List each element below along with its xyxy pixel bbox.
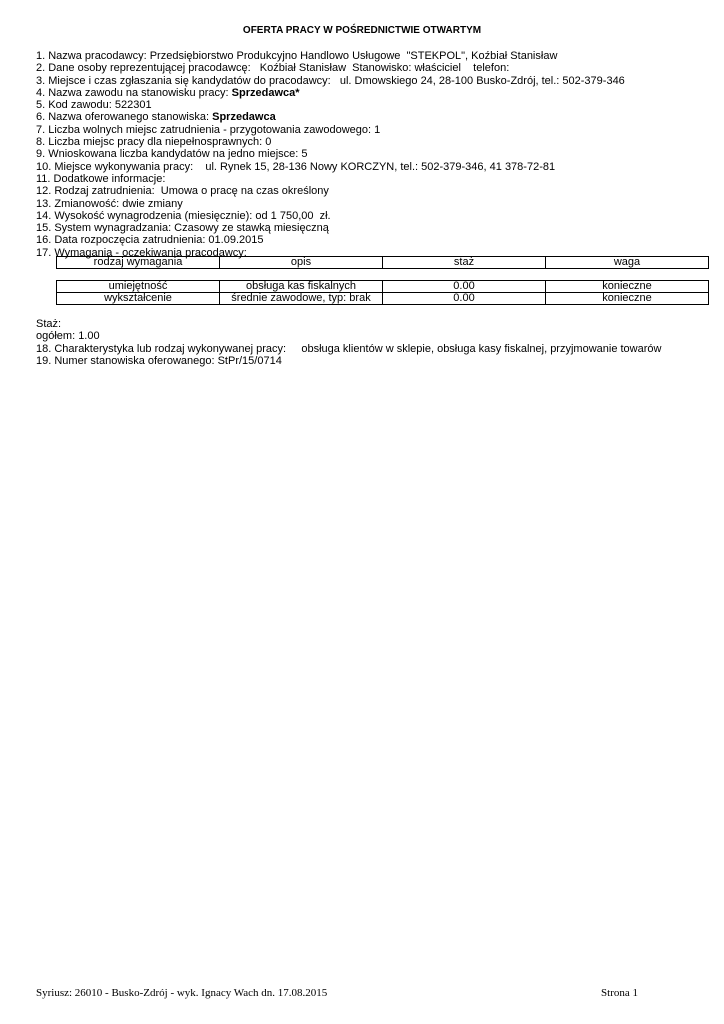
start-date: 16. Data rozpoczęcia zatrudnienia: 01.09.2015: [36, 234, 264, 247]
requirements-header-table: [56, 256, 709, 269]
work-place: 10. Miejsce wykonywania pracy: ul. Rynek 15, 28-136 Nowy KORCZYN, tel.: 502-379-346, 41 378-72-81: [36, 160, 556, 173]
position-label: 6. Nazwa oferowanego stanowiska:: [36, 111, 213, 124]
cell-weight: konieczne: [546, 293, 709, 305]
profession-label: 4. Nazwa zawodu na stanowisku pracy:: [36, 86, 232, 99]
header-requirement-type: rodzaj wymagania: [57, 257, 220, 269]
position-number: 19. Numer stanowiska oferowanego: StPr/15/0714: [36, 354, 282, 367]
profession-name: [36, 87, 625, 99]
cell-description: obsługa kas fiskalnych: [220, 281, 383, 293]
cell-requirement-type: umiejętność: [57, 281, 220, 293]
table-header-row: [57, 257, 709, 269]
cell-seniority: 0.00: [383, 281, 546, 293]
offer-details-continued: [36, 318, 661, 367]
disabled-vacancies: 8. Liczba miejsc pracy dla niepełnosprawnych: 0: [36, 136, 272, 149]
page-number: Strona 1: [601, 987, 638, 999]
employment-type: 12. Rodzaj zatrudnienia: Umowa o pracę na czas określony: [36, 185, 329, 198]
profession-code: 5. Kod zawodu: 522301: [36, 99, 152, 112]
shifts: 13. Zmianowość: dwie zmiany: [36, 197, 183, 210]
header-description: opis: [220, 257, 383, 269]
cell-weight: konieczne: [546, 281, 709, 293]
application-place: 3. Miejsce i czas zgłaszania się kandydatów do pracodawcy: ul. Dmowskiego 24, 28-100 Busko-Zdrój, tel.: 502-379-346: [36, 74, 625, 87]
footer-system-info: Syriusz: 26010 - Busko-Zdrój - wyk. Ignacy Wach dn. 17.08.2015: [36, 987, 328, 999]
salary: 14. Wysokość wynagrodzenia (miesięcznie): od 1 750,00 zł.: [36, 209, 331, 222]
representative: 2. Dane osoby reprezentującej pracodawcę: Koźbiał Stanisław Stanowisko: właściciel telefon:: [36, 62, 510, 75]
additional-info: 11. Dodatkowe informacje:: [36, 172, 166, 185]
table-row: [57, 293, 709, 305]
candidates-per-place: 9. Wnioskowana liczba kandydatów na jedno miejsce: 5: [36, 148, 308, 161]
seniority-total: ogółem: 1.00: [36, 330, 100, 343]
header-weight: waga: [546, 257, 709, 269]
position-name: [36, 111, 625, 123]
cell-seniority: 0.00: [383, 293, 546, 305]
header-seniority: staż: [383, 257, 546, 269]
seniority-label: Staż:: [36, 318, 62, 330]
profession-value: Sprzedawca*: [231, 86, 300, 99]
requirements-table: [56, 280, 709, 305]
pay-system: 15. System wynagradzania: Czasowy ze stawką miesięczną: [36, 222, 329, 235]
cell-description: średnie zawodowe, typ: brak: [220, 293, 383, 305]
table-row: [57, 281, 709, 293]
work-characteristics: 18. Charakterystyka lub rodzaj wykonywanej pracy: obsługa klientów w sklepie, obsługa kasy fiskalnej, przyjmowanie towarów: [36, 342, 662, 355]
requirements-heading: 17. Wymagania - oczekiwania pracodawcy:: [36, 246, 247, 259]
document-title: OFERTA PRACY W POŚREDNICTWIE OTWARTYM: [242, 25, 482, 36]
vacancies: 7. Liczba wolnych miejsc zatrudnienia - przygotowania zawodowego: 1: [36, 123, 381, 136]
employer-name: 1. Nazwa pracodawcy: Przedsiębiorstwo Produkcyjno Handlowo Usługowe "STEKPOL", Koźbiał Stanisław: [36, 50, 558, 62]
position-value: Sprzedawca: [212, 111, 276, 124]
offer-details: [36, 50, 625, 259]
cell-requirement-type: wykształcenie: [57, 293, 220, 305]
